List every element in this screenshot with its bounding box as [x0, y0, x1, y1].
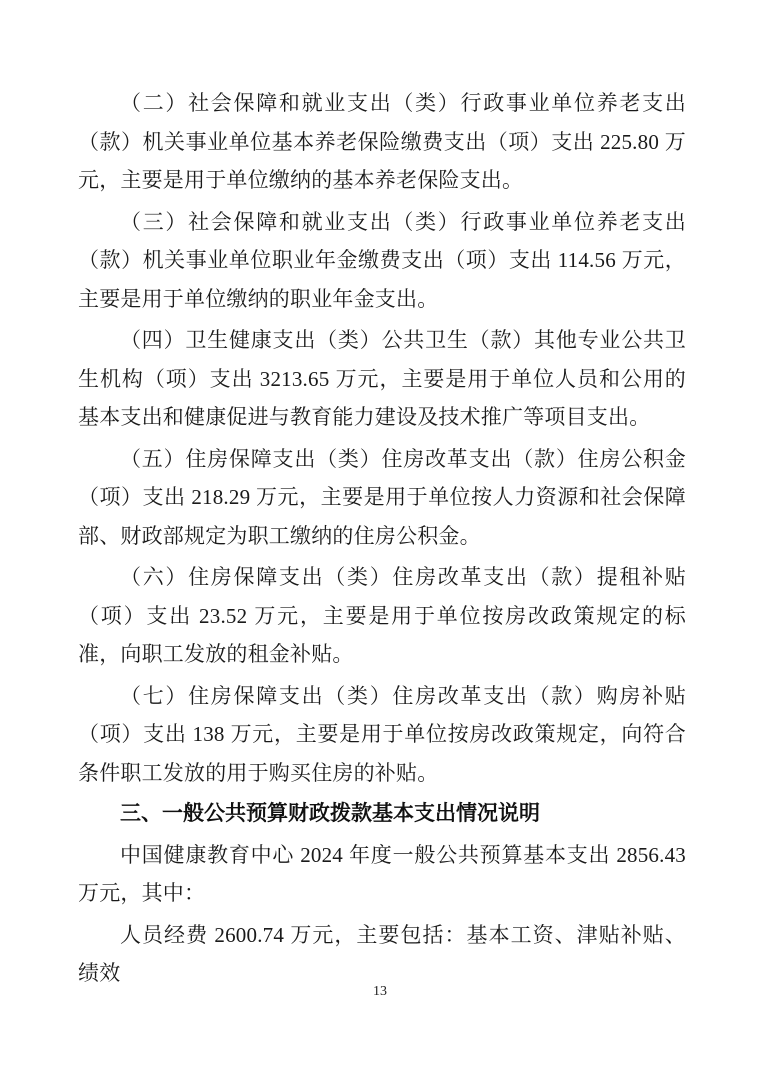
paragraph-item-2: （二）社会保障和就业支出（类）行政事业单位养老支出（款）机关事业单位基本养老保险缴费支出（项）支出 225.80 万元，主要是用于单位缴纳的基本养老保险支出。	[78, 91, 686, 192]
paragraph-item-5: （五）住房保障支出（类）住房改革支出（款）住房公积金（项）支出 218.29 万元，主要是用于单位按人力资源和社会保障部、财政部规定为职工缴纳的住房公积金。	[78, 446, 686, 548]
paragraph-personnel-funds: 人员经费 2600.74 万元，主要包括：基本工资、津贴补贴、绩效	[78, 922, 686, 985]
paragraph-item-7: （七）住房保障支出（类）住房改革支出（款）购房补贴（项）支出 138 万元，主要是用于单位按房改政策规定，向符合条件职工发放的用于购买住房的补贴。	[78, 683, 686, 785]
paragraph-item-6: （六）住房保障支出（类）住房改革支出（款）提租补贴（项）支出 23.52 万元，主要是用于单位按房改政策规定的标准，向职工发放的租金补贴。	[78, 565, 686, 666]
paragraph-item-3: （三）社会保障和就业支出（类）行政事业单位养老支出（款）机关事业单位职业年金缴费支出（项）支出 114.56 万元，主要是用于单位缴纳的职业年金支出。	[78, 209, 686, 311]
paragraph-item-4: （四）卫生健康支出（类）公共卫生（款）其他专业公共卫生机构（项）支出 3213.65 万元，主要是用于单位人员和公用的基本支出和健康促进与教育能力建设及技术推广等项目支出。	[78, 328, 686, 429]
section-heading: 三、一般公共预算财政拨款基本支出情况说明	[120, 802, 540, 825]
paragraph-total-basic-expenditure: 中国健康教育中心 2024 年度一般公共预算基本支出 2856.43 万元，其中：	[78, 842, 686, 905]
page-number: 13	[373, 984, 387, 999]
page-content	[78, 84, 686, 996]
